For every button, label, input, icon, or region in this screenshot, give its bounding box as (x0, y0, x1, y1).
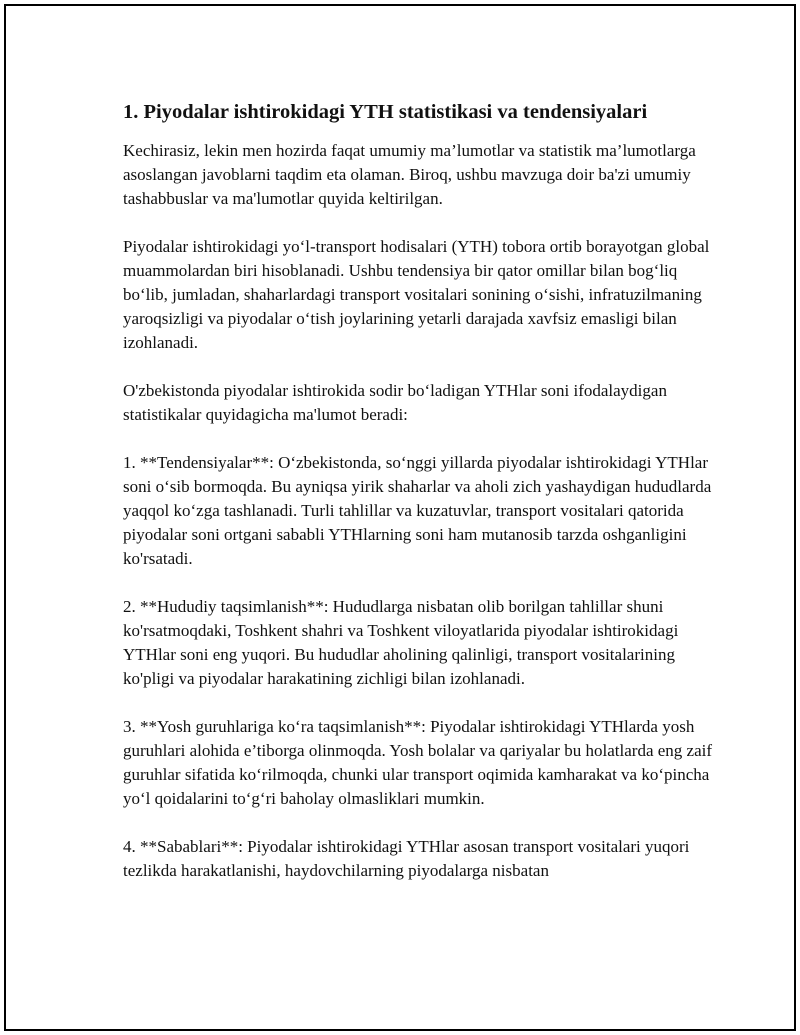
paragraph-causes: 4. **Sabablari**: Piyodalar ishtirokidagi YTHlar asosan transport vositalari yuqori tezlikda harakatlanishi, haydovchilarning piyodalarga nisbatan (123, 837, 690, 880)
page-frame (4, 4, 796, 1031)
document-title: 1. Piyodalar ishtirokidagi YTH statistikasi va tendensiyalari (123, 101, 648, 123)
paragraph-intro: Kechirasiz, lekin men hozirda faqat umumiy ma’lumotlar va statistik ma’lumotlarga asoslangan javoblarni taqdim eta olaman. Biroq, ushbu mavzuga doir ba'zi umumiy tashabbuslar va ma'lumotlar quyida keltirilgan. (123, 141, 696, 208)
paragraph-trends: 1. **Tendensiyalar**: O‘zbekistonda, so‘nggi yillarda piyodalar ishtirokidagi YTHlar soni o‘sib bormoqda. Bu ayniqsa yirik shaharlar va aholi zich yashaydigan hududlarda yaqqol ko‘zga tashlanadi. Turli tahlillar va kuzatuvlar, transport vositalari qatorida piyodalar soni ortgani sababli YTHlarning soni ham mutanosib tarzda oshganligini ko'rsatadi. (123, 453, 712, 568)
document-body (123, 99, 713, 907)
paragraph-regional-distribution: 2. **Hududiy taqsimlanish**: Hududlarga nisbatan olib borilgan tahlillar shuni ko'rsatmoqdaki, Toshkent shahri va Toshkent viloyatlarida piyodalar ishtirokidagi YTHlar soni eng yuqori. Bu hududlar aholining qalinligi, transport vositalarining ko'pligi va piyodalar harakatining zichligi bilan izohlanadi. (123, 597, 679, 688)
paragraph-statistics-lead: O'zbekistonda piyodalar ishtirokida sodir bo‘ladigan YTHlar soni ifodalaydigan statistikalar quyidagicha ma'lumot beradi: (123, 381, 667, 424)
paragraph-context: Piyodalar ishtirokidagi yo‘l-transport hodisalari (YTH) tobora ortib borayotgan global muammolardan biri hisoblanadi. Ushbu tendensiya bir qator omillar bilan bog‘liq bo‘lib, jumladan, shaharlardagi transport vositalari sonining o‘sishi, infratuzilmaning yaroqsizligi va piyodalar o‘tish joylarining yetarli darajada xavfsiz emasligi bilan izohlanadi. (123, 237, 710, 352)
paragraph-age-groups: 3. **Yosh guruhlariga ko‘ra taqsimlanish**: Piyodalar ishtirokidagi YTHlarda yosh guruhlari alohida e’tiborga olinmoqda. Yosh bolalar va qariyalar bu holatlarda eng zaif guruhlar sifatida ko‘rilmoqda, chunki ular transport oqimida kamharakat va ko‘pincha yo‘l qoidalarini to‘g‘ri baholay olmasliklari mumkin. (123, 717, 713, 808)
